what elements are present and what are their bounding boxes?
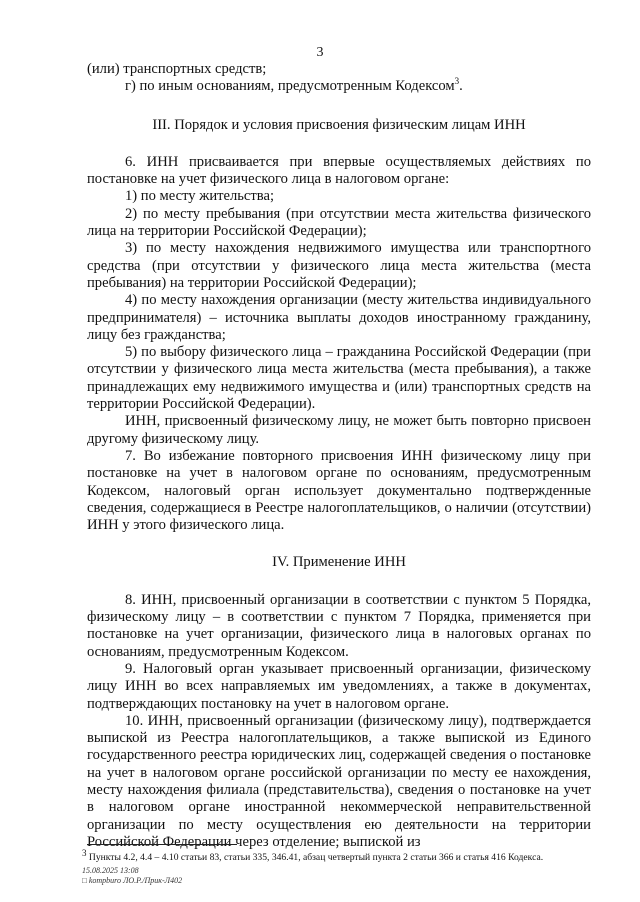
paragraph-vehicles: (или) транспортных средств; [87,61,267,77]
footnote [82,847,602,864]
paragraph-other-grounds [87,78,591,95]
paragraph: 8. ИНН, присвоенный организации в соответствии с пунктом 5 Порядка, физическому лицу – в соответствии с пунктом 7 Порядка, применяется при постановке на учет организации, физического лица в налоговых органах по основаниям, предусмотренным Кодексом. [87,591,591,660]
footnote-number: 3 [82,847,87,858]
paragraph: 6. ИНН присваивается при впервые осуществляемых действиях по постановке на учет физического лица в налоговом органе: [87,153,591,188]
paragraph: 2) по месту пребывания (при отсутствии места жительства физического лица на территории Российской Федерации); [87,205,591,240]
paragraph: 9. Налоговый орган указывает присвоенный организации, физическому лицу ИНН во всех направляемых им уведомлениях, а также в документах, подтверждающих постановку на учет в налоговом органе. [87,660,591,712]
paragraph: 7. Во избежание повторного присвоения ИНН физическому лицу при постановке на учет в налоговом органе по основаниям, предусмотренным Кодексом, налоговый орган использует документально подтвержденные сведения, содержащиеся в Реестре налогоплательщиков, о наличии (отсутствии) ИНН у этого физического лица. [87,447,591,534]
footnote-reference: 3 [454,76,460,87]
paragraph: 3) по месту нахождения недвижимого имущества или транспортного средства (при отсутствии у физического лица места жительства (места пребывания) на территории Российской Федерации); [87,240,591,291]
paragraph: 10. ИНН, присвоенный организации (физическому лицу), подтверждается выпиской из Реестра налогоплательщиков, а также выпиской из Единого государственного реестра юридических лиц, содержащей сведения о постановке на учет в налоговом органе российской организации по месту ее нахождения, месту нахождения филиала (представительства), сведения о постановке на учет в налоговом органе иностранной некоммерческой неправительственной организации по месту осуществления ею деятельности на территории Российской Федерации через отделение; выпиской из [87,712,591,850]
footnote-text: Пункты 4.2, 4.4 – 4.10 статьи 83, статьи 335, 346.41, абзац четвертый пункта 2 статьи 366 и статья 416 Кодекса. [86,852,544,863]
print-timestamp: 15.08.2025 13:08 [82,866,139,875]
section-4-heading: IV. Применение ИНН [272,554,406,571]
paragraph-other-grounds-text: г) по иным основаниям, предусмотренным Кодексом [125,78,455,95]
section-3-heading: III. Порядок и условия присвоения физическим лицам ИНН [152,116,526,133]
paragraph: 1) по месту жительства; [125,188,275,205]
document-body [87,61,591,851]
paragraph: ИНН, присвоенный физическому лицу, не может быть повторно присвоен другому физическому лицу. [87,413,591,447]
paragraph-end-period: . [459,78,463,95]
paragraph: 4) по месту нахождения организации (месту жительства индивидуального предпринимателя) – источника выплаты доходов иностранному гражданину, лицу без гражданства; [87,292,591,343]
page-number: 3 [316,45,324,60]
footnote-divider [87,844,237,845]
file-path: □ kompburo ЛО.Р./Прик-Л402 [82,876,183,885]
paragraph: 5) по выбору физического лица – гражданина Российской Федерации (при отсутствии у физического лица места жительства (места пребывания), а также принадлежащих ему недвижимого имущества и (или) транспортных средств на территории Российской Федерации). [87,344,591,413]
